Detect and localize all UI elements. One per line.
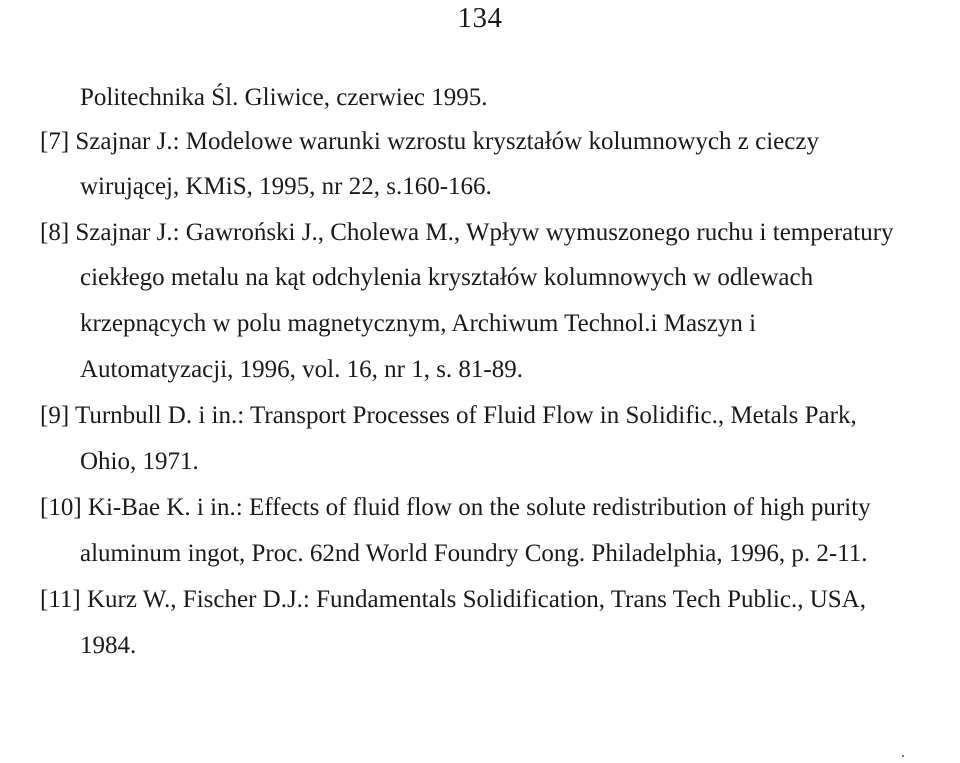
page-number: 134 bbox=[457, 2, 503, 34]
reference-text-line: Politechnika Śl. Gliwice, czerwiec 1995. bbox=[80, 84, 488, 111]
reference-text-line: wirującej, KMiS, 1995, nr 22, s.160-166. bbox=[80, 173, 492, 200]
reference-text-line: Ohio, 1971. bbox=[80, 448, 199, 475]
scan-speck bbox=[902, 755, 904, 757]
reference-text-line: aluminum ingot, Proc. 62nd World Foundry Cong. Philadelphia, 1996, p. 2-11. bbox=[80, 540, 868, 567]
reference-8: [8] Szajnar J.: Gawroński J., Cholewa M., Wpływ wymuszonego ruchu i temperatury bbox=[40, 219, 894, 246]
reference-9: [9] Turnbull D. i in.: Transport Processes of Fluid Flow in Solidific., Metals Park, bbox=[40, 402, 857, 429]
reference-text-line: 1984. bbox=[80, 632, 137, 659]
reference-text-line: krzepnących w polu magnetycznym, Archiwum Technol.i Maszyn i bbox=[80, 310, 757, 337]
reference-10: [10] Ki-Bae K. i in.: Effects of fluid flow on the solute redistribution of high purity bbox=[40, 494, 871, 521]
reference-text-line: Automatyzacji, 1996, vol. 16, nr 1, s. 81-89. bbox=[80, 356, 523, 383]
reference-7: [7] Szajnar J.: Modelowe warunki wzrostu kryształów kolumnowych z cieczy bbox=[40, 128, 819, 155]
reference-text-line: ciekłego metalu na kąt odchylenia kryształów kolumnowych w odlewach bbox=[80, 264, 814, 291]
reference-11: [11] Kurz W., Fischer D.J.: Fundamentals Solidification, Trans Tech Public., USA, bbox=[40, 586, 866, 613]
